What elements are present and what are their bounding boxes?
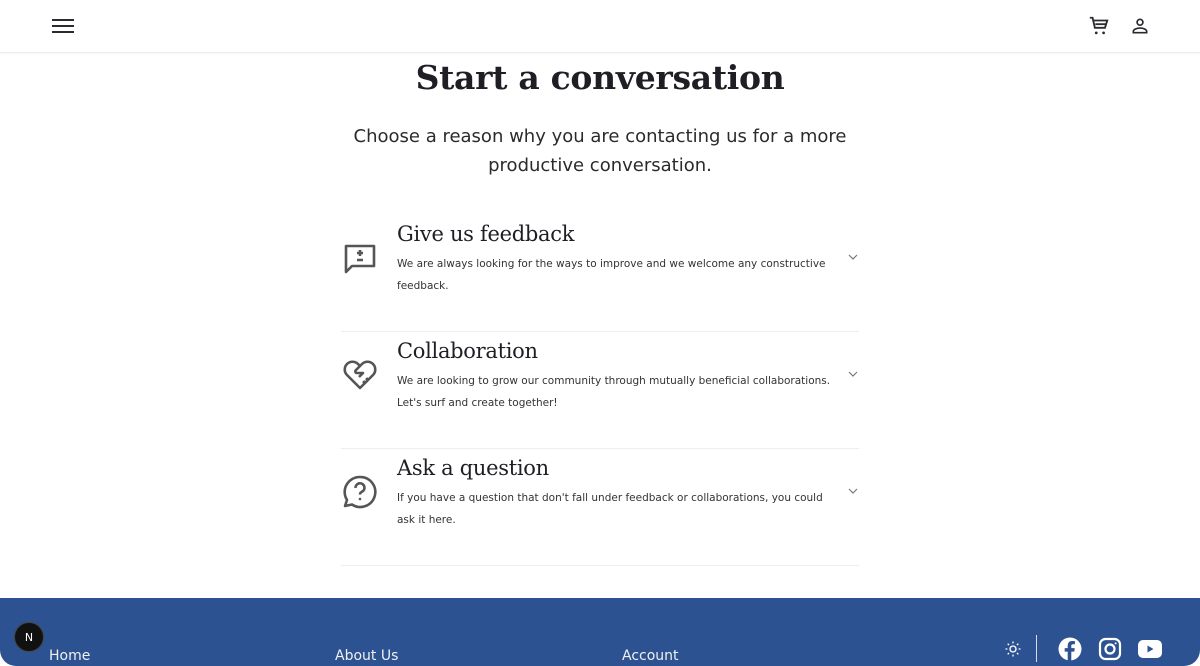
accordion-title: Give us feedback — [397, 222, 575, 246]
theme-sun-icon[interactable] — [1004, 640, 1022, 658]
chevron-down-icon[interactable] — [847, 486, 859, 496]
accordion-item-feedback[interactable] — [341, 215, 859, 332]
footer-divider — [1036, 635, 1037, 662]
chevron-down-icon[interactable] — [847, 252, 859, 262]
user-account-icon — [1130, 16, 1150, 36]
chevron-down-icon[interactable] — [847, 369, 859, 379]
accordion-item-collaboration[interactable] — [341, 332, 859, 449]
footer-link-home[interactable]: Home — [49, 648, 91, 664]
shopping-cart-icon — [1088, 15, 1110, 37]
cart-button[interactable] — [1087, 14, 1111, 38]
dev-tools-badge[interactable]: N — [14, 622, 44, 652]
footer-link-account[interactable]: Account — [622, 648, 679, 664]
handshake-heart-icon — [341, 356, 379, 394]
instagram-icon[interactable] — [1098, 637, 1122, 661]
top-header — [0, 0, 1200, 53]
feedback-chat-icon — [341, 239, 379, 277]
accordion-item-question[interactable] — [341, 449, 859, 566]
page-title: Start a conversation — [415, 58, 785, 97]
accordion-description: We are looking to grow our community through mutually beneficial collaborations. Let's surf and create together! — [397, 375, 831, 409]
account-button[interactable] — [1128, 14, 1152, 38]
footer-link-about-us[interactable]: About Us — [335, 648, 399, 664]
accordion-description: If you have a question that don't fall under feedback or collaborations, you could ask it here. — [397, 492, 823, 526]
accordion-title: Collaboration — [397, 339, 538, 363]
youtube-icon[interactable] — [1137, 638, 1163, 660]
hamburger-menu-icon — [51, 17, 75, 35]
menu-button[interactable] — [50, 14, 76, 38]
accordion-description: We are always looking for the ways to improve and we welcome any constructive feedback. — [397, 258, 826, 292]
facebook-icon[interactable] — [1058, 637, 1082, 661]
reason-accordion — [341, 215, 859, 566]
page-subtitle: Choose a reason why you are contacting us for a more productive conversation. — [353, 126, 847, 176]
question-chat-icon — [341, 473, 379, 511]
accordion-title: Ask a question — [397, 456, 549, 480]
